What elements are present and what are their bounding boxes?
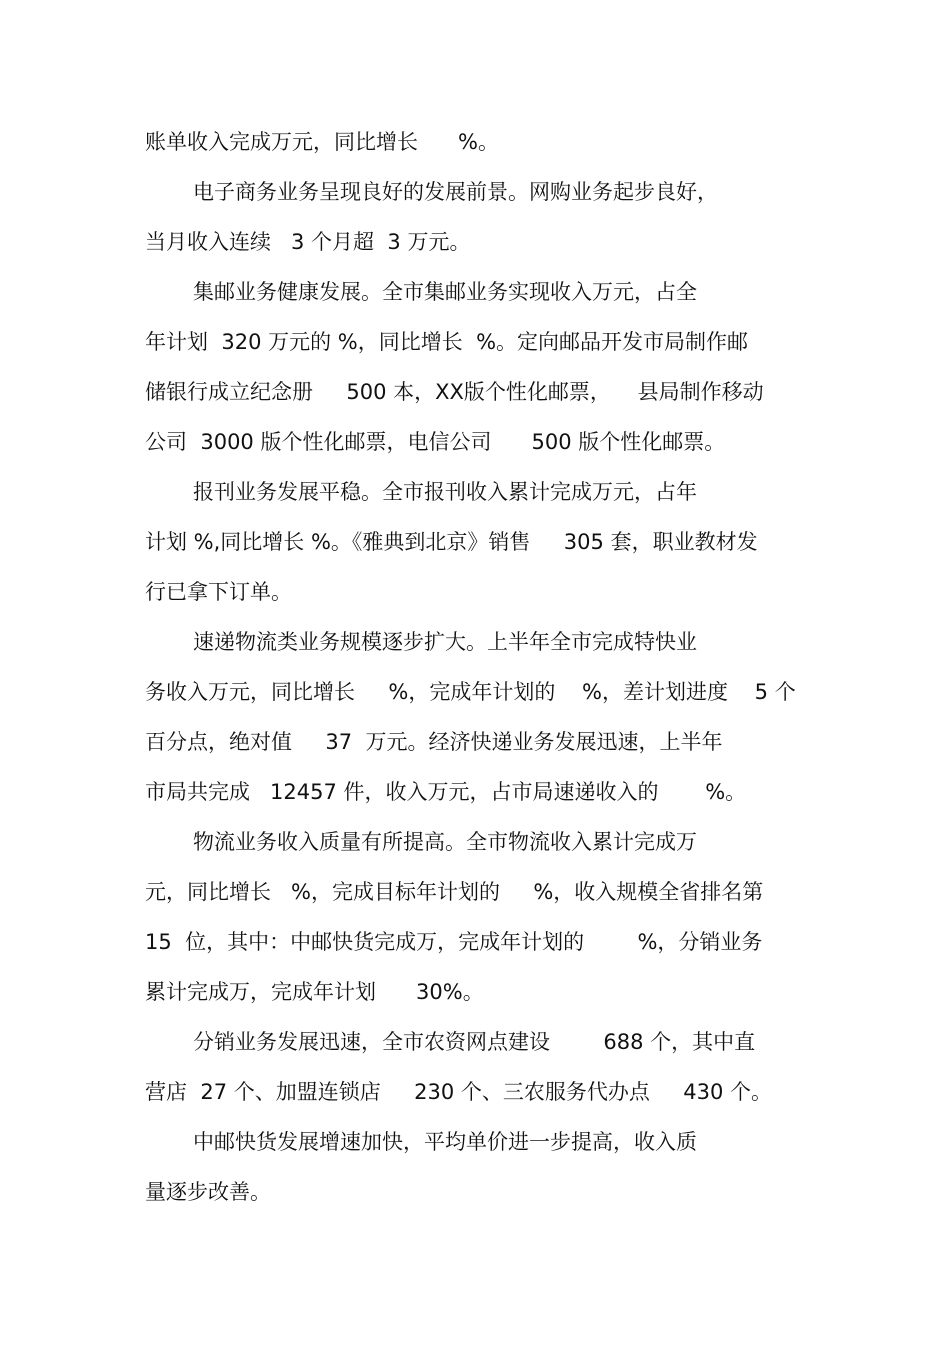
text-line: 账单收入完成万元，同比增长 %。 — [145, 130, 500, 154]
paragraph-first-line: 分销业务发展迅速，全市农资网点建设 688 个，其中直 — [193, 1030, 756, 1054]
text-line: 元，同比增长 %，完成目标年计划的 %，收入规模全省排名第 — [145, 880, 764, 904]
paragraph-first-line: 中邮快货发展增速加快，平均单价进一步提高，收入质 — [193, 1130, 697, 1154]
text-line: 行已拿下订单。 — [145, 580, 292, 604]
paragraph-first-line: 物流业务收入质量有所提高。全市物流收入累计完成万 — [193, 830, 697, 854]
text-line: 计划 %,同比增长 %。《雅典到北京》销售 305 套，职业教材发 — [145, 530, 758, 554]
paragraph-first-line: 速递物流类业务规模逐步扩大。上半年全市完成特快业 — [193, 630, 697, 654]
text-line: 年计划 320 万元的 %，同比增长 %。定向邮品开发市局制作邮 — [145, 330, 749, 354]
text-line: 储银行成立纪念册 500 本，XX版个性化邮票， 县局制作移动 — [145, 380, 764, 404]
text-line: 务收入万元，同比增长 %，完成年计划的 %，差计划进度 5 个 — [145, 680, 796, 704]
text-line: 百分点，绝对值 37 万元。经济快递业务发展迅速，上半年 — [145, 730, 723, 754]
text-line: 15 位，其中：中邮快货完成万，完成年计划的 %，分销业务 — [145, 930, 763, 954]
paragraph-first-line: 电子商务业务呈现良好的发展前景。网购业务起步良好， — [193, 180, 718, 204]
text-line: 累计完成万，完成年计划 30%。 — [145, 980, 484, 1004]
text-line: 市局共完成 12457 件，收入万元，占市局速递收入的 %。 — [145, 780, 747, 804]
paragraph-first-line: 报刊业务发展平稳。全市报刊收入累计完成万元，占年 — [193, 480, 697, 504]
text-line: 公司 3000 版个性化邮票，电信公司 500 版个性化邮票。 — [145, 430, 726, 454]
text-line: 量逐步改善。 — [145, 1180, 271, 1204]
paragraph-first-line: 集邮业务健康发展。全市集邮业务实现收入万元，占全 — [193, 280, 697, 304]
text-line: 当月收入连续 3 个月超 3 万元。 — [145, 230, 471, 254]
text-line: 营店 27 个、加盟连锁店 230 个、三农服务代办点 430 个。 — [145, 1080, 773, 1104]
